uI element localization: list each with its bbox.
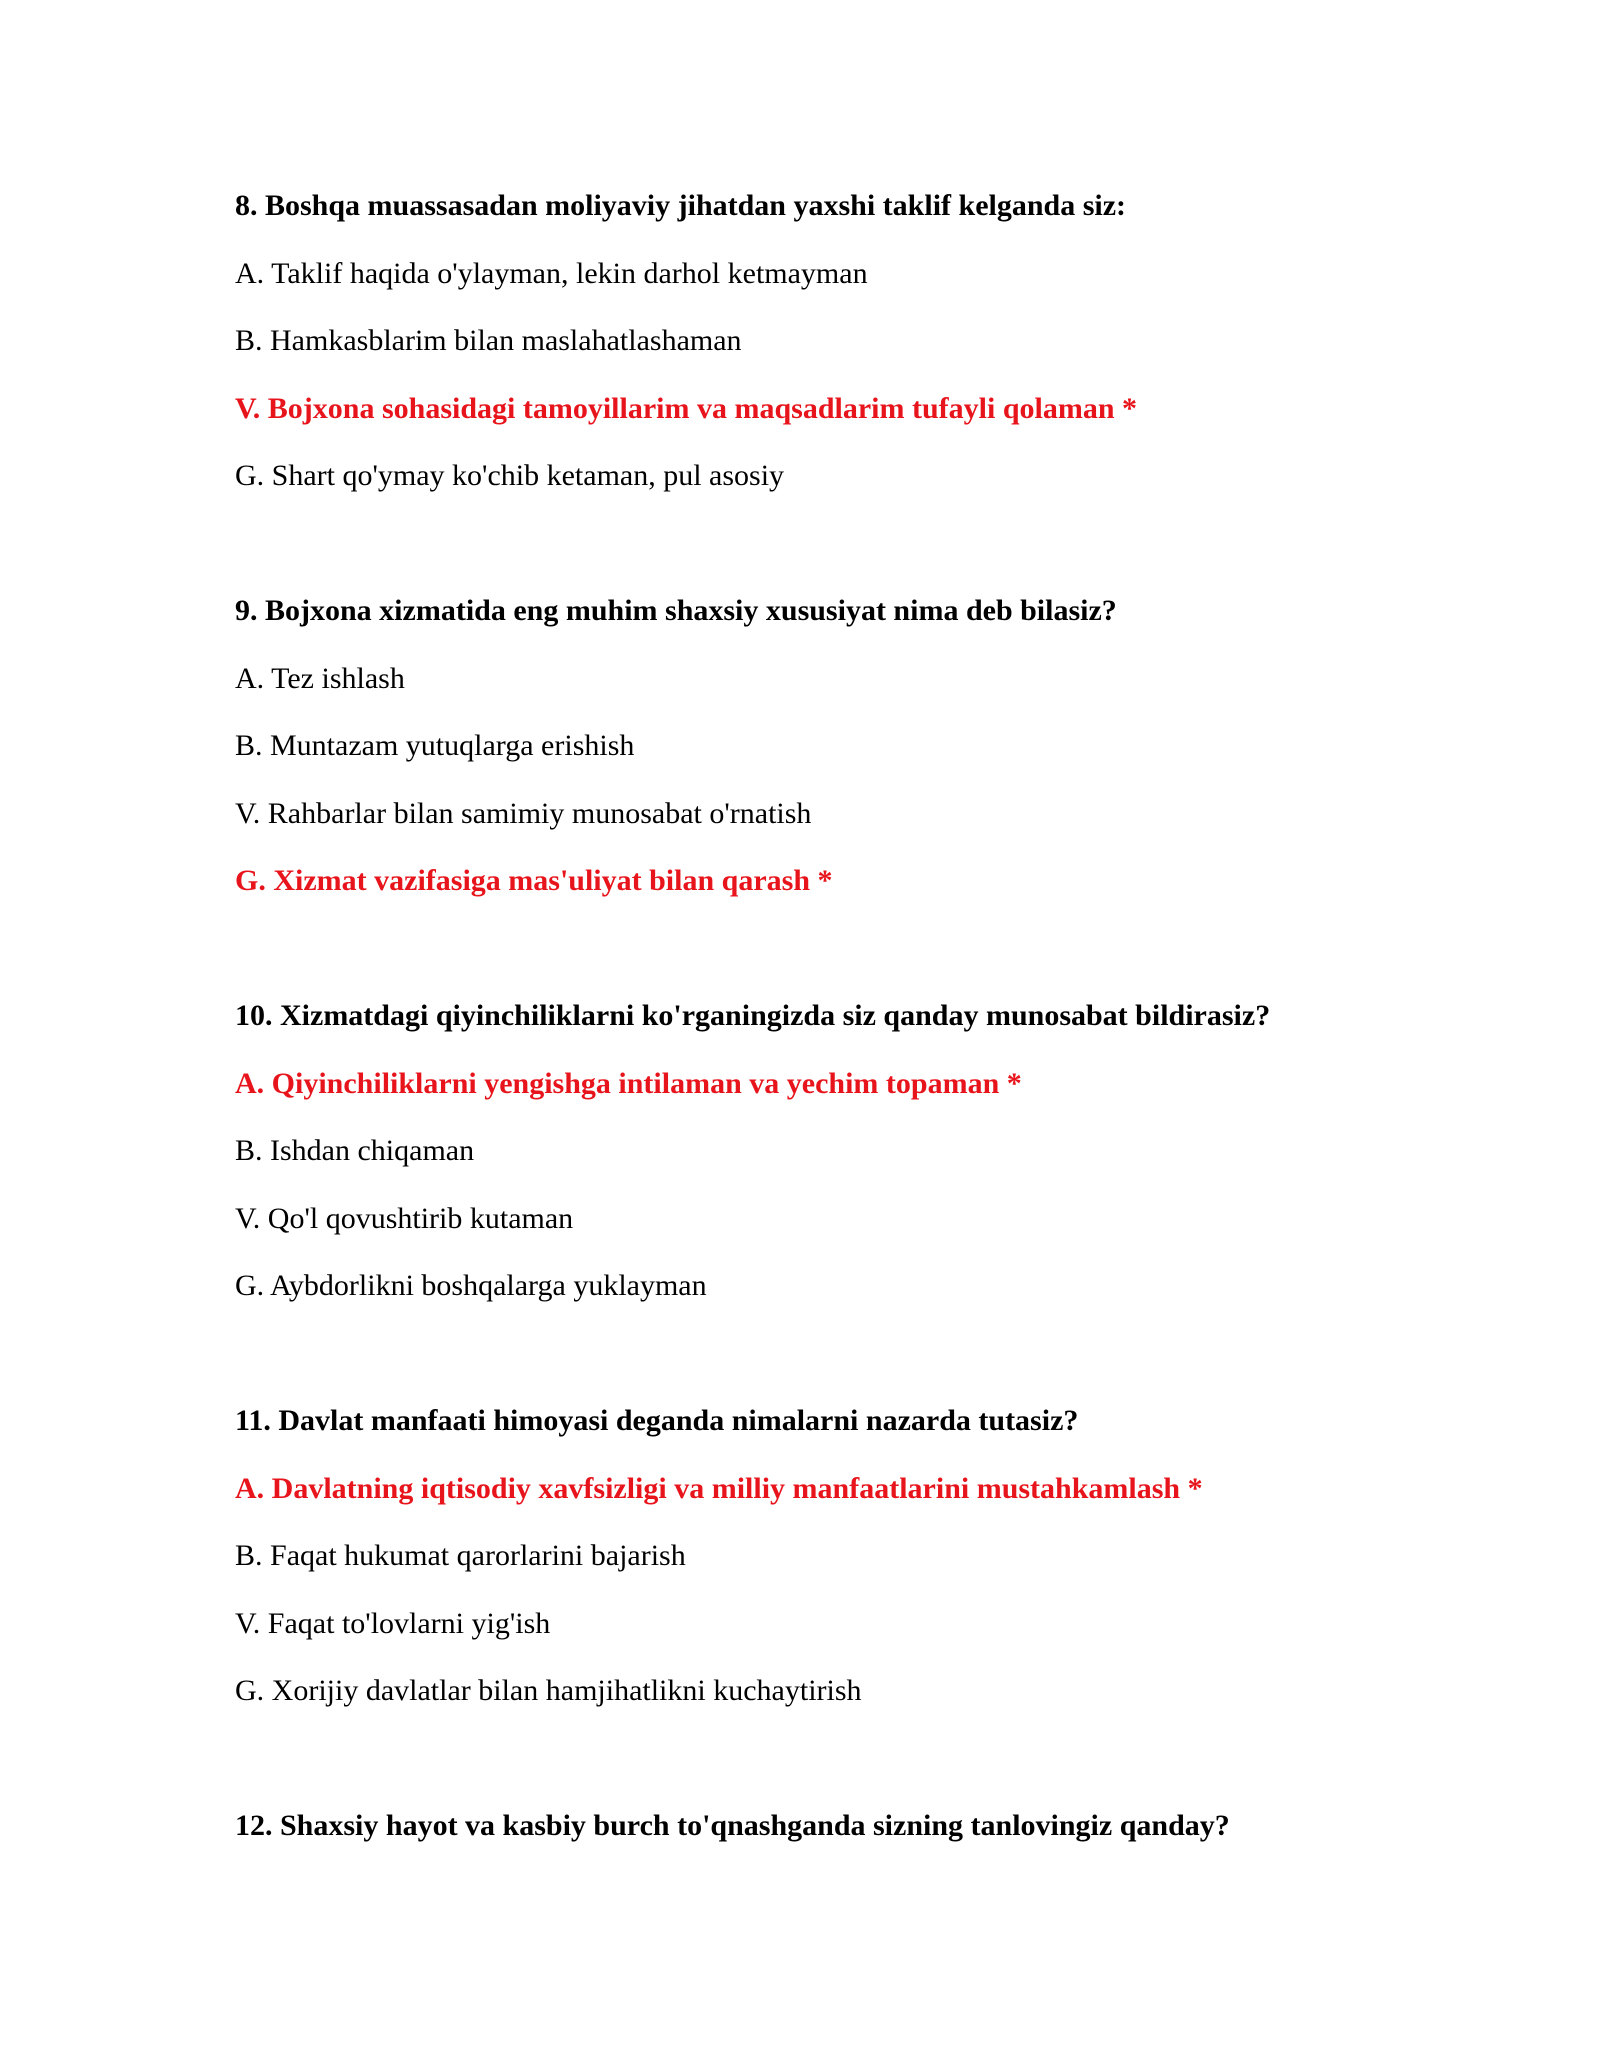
- answer-option: A. Taklif haqida o'ylayman, lekin darhol ketmayman: [235, 256, 868, 290]
- answer-option: B. Hamkasblarim bilan maslahatlashaman: [235, 324, 742, 357]
- answer-option: B. Muntazam yutuqlarga erishish: [235, 729, 635, 762]
- question-text: 9. Bojxona xizmatida eng muhim shaxsiy xususiyat nima deb bilasiz?: [235, 594, 1117, 627]
- answer-option: A. Tez ishlash: [235, 661, 405, 695]
- answer-option: B. Ishdan chiqaman: [235, 1134, 475, 1167]
- answer-option: V. Faqat to'lovlarni yig'ish: [235, 1606, 551, 1640]
- question-block-12: [235, 1806, 1485, 1874]
- question-text: 10. Xizmatdagi qiyinchiliklarni ko'rganingizda siz qanday munosabat bildirasiz?: [235, 999, 1271, 1032]
- question-block-8: [235, 186, 1485, 524]
- question-text: 12. Shaxsiy hayot va kasbiy burch to'qnashganda sizning tanlovingiz qanday?: [235, 1809, 1230, 1842]
- answer-option: V. Qo'l qovushtirib kutaman: [235, 1201, 574, 1235]
- question-block-11: [235, 1401, 1485, 1739]
- question-text: 8. Boshqa muassasadan moliyaviy jihatdan yaxshi taklif kelganda siz:: [235, 189, 1127, 222]
- question-text: 11. Davlat manfaati himoyasi deganda nimalarni nazarda tutasiz?: [235, 1404, 1079, 1437]
- answer-option: V. Rahbarlar bilan samimiy munosabat o'rnatish: [235, 796, 812, 830]
- correct-answer-option: A. Qiyinchiliklarni yengishga intilaman va yechim topaman *: [235, 1066, 1022, 1100]
- answer-option: G. Aybdorlikni boshqalarga yuklayman: [235, 1269, 707, 1302]
- correct-answer-option: V. Bojxona sohasidagi tamoyillarim va maqsadlarim tufayli qolaman *: [235, 391, 1138, 425]
- question-block-10: [235, 996, 1485, 1334]
- answer-option: B. Faqat hukumat qarorlarini bajarish: [235, 1539, 686, 1572]
- answer-option: G. Shart qo'ymay ko'chib ketaman, pul asosiy: [235, 459, 785, 492]
- correct-answer-option: A. Davlatning iqtisodiy xavfsizligi va milliy manfaatlarini mustahkamlash *: [235, 1471, 1203, 1505]
- question-block-9: [235, 591, 1485, 929]
- answer-option: G. Xorijiy davlatlar bilan hamjihatlikni kuchaytirish: [235, 1674, 862, 1707]
- correct-answer-option: G. Xizmat vazifasiga mas'uliyat bilan qarash *: [235, 864, 833, 897]
